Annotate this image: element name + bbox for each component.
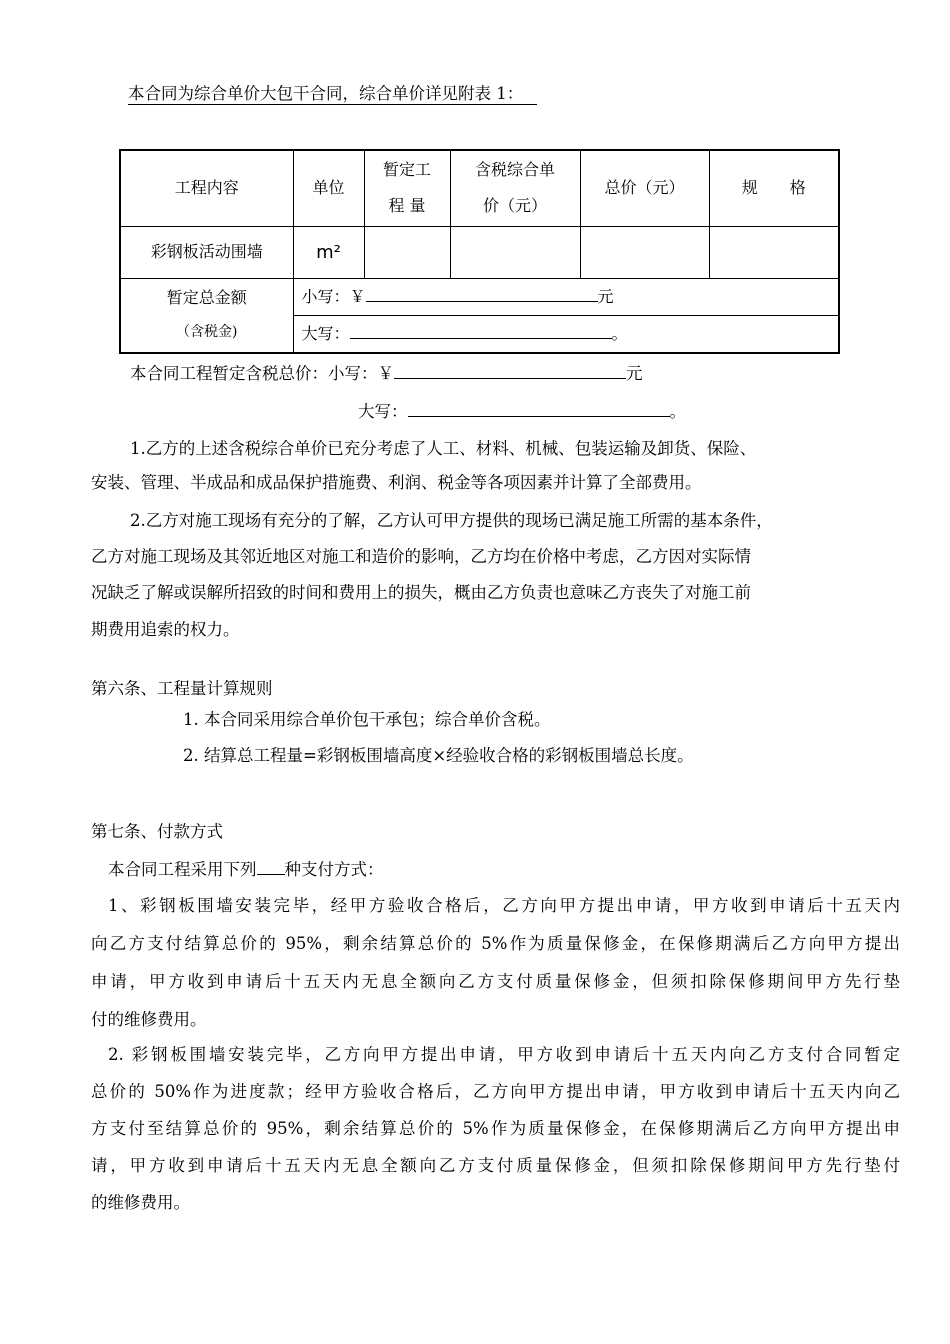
small-amount-blank — [366, 285, 598, 302]
small-amount-suffix: 元 — [597, 286, 614, 306]
cell-qty — [364, 226, 450, 278]
contract-total-big-blank — [408, 400, 670, 417]
table-total-row-small — [120, 278, 839, 315]
big-amount-suffix: 。 — [611, 323, 628, 343]
article6-item2: 2. 结算总工程量=彩钢板围墙高度×经验收合格的彩钢板围墙总长度。 — [183, 746, 694, 765]
cell-unit: m² — [293, 226, 364, 278]
cell-price — [450, 226, 580, 278]
clause2-line2: 乙方对施工现场及其邻近地区对施工和造价的影响，乙方均在价格中考虑，乙方因对实际情 — [91, 547, 751, 566]
total-label: 暂定总金额 — [166, 288, 247, 308]
cell-spec — [709, 226, 839, 278]
clause2-line1: 2.乙方对施工现场有充分的了解，乙方认可甲方提供的现场已满足施工所需的基本条件， — [130, 511, 773, 530]
article7-title: 第七条、付款方式 — [91, 822, 223, 841]
big-amount-blank — [350, 322, 612, 339]
payment-option1-cont: 向乙方支付结算总价的 95%，剩余结算总价的 5%作为质量保修金，在保修期满后乙方向甲方提出 申请，甲方收到申请后十五天内无息全额向乙方支付质量保修金，但须扣除保修期间甲方先行垫 付的维修费用。 — [91, 934, 900, 1029]
clause2-line3: 况缺乏了解或误解所招致的时间和费用上的损失，概由乙方负责也意味乙方丧失了对施工前 — [91, 583, 751, 602]
intro-text: 本合同为综合单价大包干合同，综合单价详见附表 1： — [128, 80, 537, 105]
price-table — [119, 149, 840, 354]
payment-option2-cont: 总价的 50%作为进度款；经甲方验收合格后，乙方向甲方提出申请，甲方收到申请后十五天内向乙 方支付至结算总价的 95%，剩余结算总价的 5%作为质量保修金，在保修期满后乙方向甲方提出申 请，甲方收到申请后十五天内无息全额向乙方支付质量保修金，但须扣除保修期间甲方先行垫付 的维修费用。 — [91, 1082, 900, 1212]
header-item: 工程内容 — [120, 150, 293, 226]
header-spec: 规 格 — [709, 150, 839, 226]
clause1-line2: 安装、管理、半成品和成品保护措施费、利润、税金等各项因素并计算了全部费用。 — [91, 473, 702, 492]
header-qty: 暂定工 程 量 — [364, 150, 450, 226]
cell-total — [580, 226, 709, 278]
small-amount-label: 小写：￥ — [301, 286, 366, 306]
payment-option2: 2. 彩钢板围墙安装完毕，乙方向甲方提出申请，甲方收到申请后十五天内向乙方支付合同暂定 — [108, 1045, 900, 1064]
table-row — [120, 226, 839, 278]
big-amount-cell — [293, 315, 839, 353]
header-unit: 单位 — [293, 150, 364, 226]
contract-total-small: 本合同工程暂定含税总价：小写：￥ 元 — [130, 364, 643, 383]
payment-option1: 1、彩钢板围墙安装完毕，经甲方验收合格后，乙方向甲方提出申请，甲方收到申请后十五天内 — [108, 896, 900, 915]
header-price: 含税综合单 价（元） — [450, 150, 580, 226]
contract-total-small-blank — [394, 362, 626, 379]
total-label-cell — [120, 278, 293, 353]
clause1-line1: 1.乙方的上述含税综合单价已充分考虑了人工、材料、机械、包装运输及卸货、保险、 — [130, 439, 757, 458]
table-header-row — [120, 150, 839, 226]
article6-title: 第六条、工程量计算规则 — [91, 679, 273, 698]
contract-total-big: 大写： 。 — [358, 402, 686, 421]
payment-option-blank — [257, 860, 285, 875]
big-amount-label: 大写： — [301, 323, 350, 343]
header-total: 总价（元） — [580, 150, 709, 226]
cell-item: 彩钢板活动围墙 — [120, 226, 293, 278]
article7-intro: 本合同工程采用下列 种支付方式： — [108, 860, 384, 879]
total-label-sub: （含税金) — [176, 324, 238, 341]
clause2-line4: 期费用追索的权力。 — [91, 620, 240, 639]
article6-item1: 1. 本合同采用综合单价包干承包；综合单价含税。 — [183, 710, 551, 729]
small-amount-cell — [293, 278, 839, 315]
